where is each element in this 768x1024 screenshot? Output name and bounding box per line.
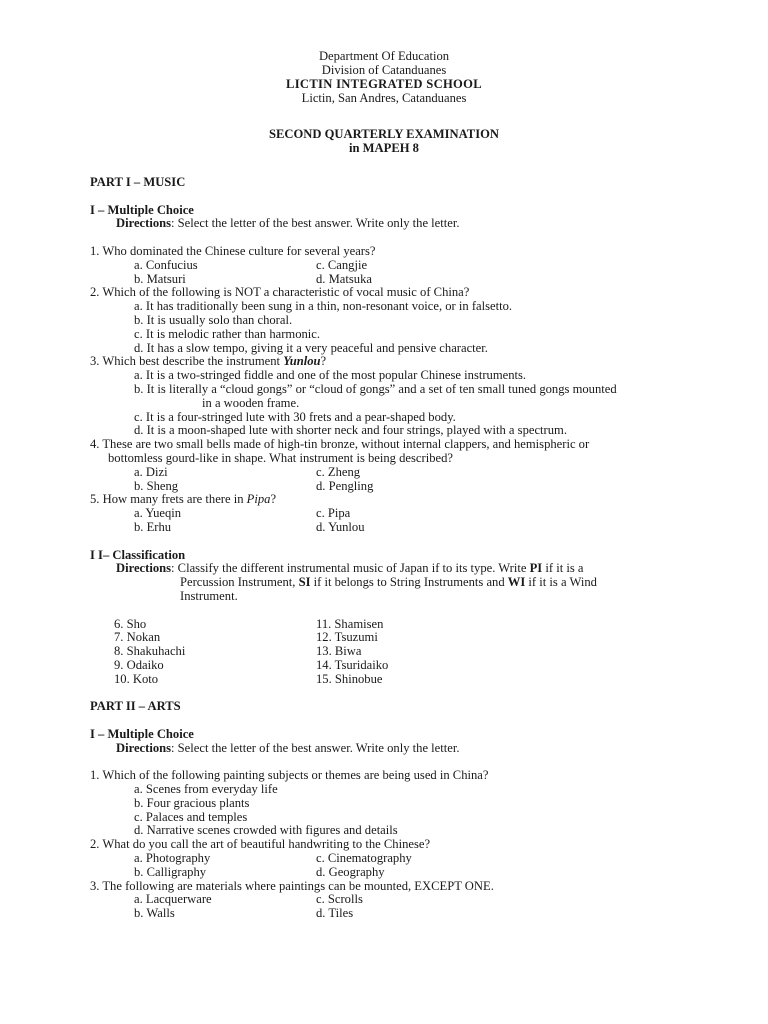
directions-text: Percussion Instrument, (180, 575, 299, 590)
question-mark: ? (320, 354, 327, 369)
directions-text: if it belongs to String Instruments and (310, 575, 508, 590)
question-text: 5. How many frets are there in (90, 492, 247, 507)
options-row (90, 893, 730, 907)
division-name: Division of Catanduanes (321, 63, 447, 77)
options-row (90, 907, 730, 921)
exam-title (0, 127, 768, 155)
option: d. Tiles (316, 906, 354, 921)
option: b. Sheng (134, 478, 179, 493)
classification-item: 6. Sho (114, 616, 147, 631)
option: d. Matsuka (316, 271, 372, 286)
instrument-name: Yunlou (283, 354, 321, 369)
document-header (0, 49, 768, 105)
directions-text: : Classify the different instrumental music of Japan if to its type. Write (171, 561, 530, 576)
option: d. It has a slow tempo, giving it a very peaceful and pensive character. (134, 340, 488, 355)
options-row (90, 507, 730, 521)
part2-mc-heading: I – Multiple Choice (90, 726, 194, 741)
question-mark: ? (270, 492, 277, 507)
question: 3. The following are materials where paintings can be mounted, EXCEPT ONE. (90, 878, 494, 893)
code-pi: PI (529, 561, 543, 576)
option: a. Yueqin (134, 506, 182, 521)
classification-item: 9. Odaiko (114, 657, 164, 672)
department-name: Department Of Education (318, 49, 450, 63)
question-continuation: bottomless gourd-like in shape. What instrument is being described? (108, 450, 453, 465)
option: d. Yunlou (316, 519, 365, 534)
option: c. Zheng (316, 464, 361, 479)
directions-label: Directions (116, 216, 172, 231)
part1-cls-heading: I I– Classification (90, 547, 186, 562)
option: c. Cinematography (316, 851, 412, 866)
classification-item: 15. Shinobue (316, 671, 383, 686)
option: a. Dizi (134, 464, 168, 479)
option: b. Walls (134, 906, 175, 921)
option: c. Palaces and temples (134, 809, 248, 824)
options-row (90, 259, 730, 273)
option: c. It is a four-stringed lute with 30 frets and a pear-shaped body. (134, 409, 456, 424)
option: a. Scenes from everyday life (134, 782, 278, 797)
question: 2. Which of the following is NOT a characteristic of vocal music of China? (90, 285, 470, 300)
question: 1. Which of the following painting subjects or themes are being used in China? (90, 768, 489, 783)
option: b. It is usually solo than choral. (134, 312, 293, 327)
directions-text: : Select the letter of the best answer. Write only the letter. (171, 216, 460, 231)
option: b. Matsuri (134, 271, 186, 286)
option-continuation: in a wooden frame. (202, 395, 300, 410)
option: a. It has traditionally been sung in a thin, non-resonant voice, or in falsetto. (134, 299, 513, 314)
option: d. Narrative scenes crowded with figures and details (134, 823, 398, 838)
option: c. It is melodic rather than harmonic. (134, 326, 321, 341)
options-row (90, 480, 730, 494)
exam-title-line1: SECOND QUARTERLY EXAMINATION (268, 127, 499, 141)
directions-text: if it is a (542, 561, 584, 576)
question (90, 493, 730, 507)
option: c. Pipa (316, 506, 351, 521)
classification-row (90, 631, 730, 645)
question (90, 355, 730, 369)
option: b. It is literally a “cloud gongs” or “cloud of gongs” and a set of ten small tuned gongs mounted (134, 381, 617, 396)
code-si: SI (298, 575, 311, 590)
option: a. Photography (134, 851, 211, 866)
classification-item: 12. Tsuzumi (316, 630, 378, 645)
directions-text: : Select the letter of the best answer. Write only the letter. (171, 740, 460, 755)
directions-label: Directions (116, 561, 172, 576)
option: d. Pengling (316, 478, 374, 493)
exam-content (90, 176, 730, 921)
part2-mc-directions (90, 742, 730, 756)
classification-item: 7. Nokan (114, 630, 161, 645)
options-row (90, 466, 730, 480)
school-address: Lictin, San Andres, Catanduanes (301, 91, 467, 105)
option: d. It is a moon-shaped lute with shorter neck and four strings, played with a spectrum. (134, 423, 567, 438)
part1-heading: PART I – MUSIC (90, 175, 186, 189)
option: d. Geography (316, 864, 385, 879)
option: a. Lacquerware (134, 892, 212, 907)
question-text: 3. Which best describe the instrument (90, 354, 284, 369)
classification-item: 13. Biwa (316, 644, 362, 659)
exam-title-line2: in MAPEH 8 (349, 141, 419, 155)
classification-row (90, 618, 730, 632)
part1-mc-directions (90, 217, 730, 231)
part2-heading: PART II – ARTS (90, 699, 181, 714)
directions-label: Directions (116, 740, 172, 755)
option: b. Erhu (134, 519, 172, 534)
classification-row (90, 673, 730, 687)
classification-item: 8. Shakuhachi (114, 644, 186, 659)
classification-row (90, 645, 730, 659)
options-row (90, 866, 730, 880)
question: 1. Who dominated the Chinese culture for several years? (90, 243, 376, 258)
classification-item: 10. Koto (114, 671, 159, 686)
question: 2. What do you call the art of beautiful handwriting to the Chinese? (90, 837, 431, 852)
option: b. Calligraphy (134, 864, 207, 879)
classification-item: 11. Shamisen (316, 616, 384, 631)
question: 4. These are two small bells made of high-tin bronze, without internal clappers, and hemispheric or (90, 437, 590, 452)
option: c. Scrolls (316, 892, 363, 907)
classification-row (90, 659, 730, 673)
option: a. Confucius (134, 257, 198, 272)
instrument-name: Pipa (246, 492, 271, 507)
option: a. It is a two-stringed fiddle and one of the most popular Chinese instruments. (134, 368, 527, 383)
part1-cls-directions (90, 562, 730, 603)
options-row (90, 273, 730, 287)
option: b. Four gracious plants (134, 795, 250, 810)
options-row (90, 852, 730, 866)
code-wi: WI (507, 575, 526, 590)
school-name: LICTIN INTEGRATED SCHOOL (286, 77, 482, 91)
option: c. Cangjie (316, 257, 368, 272)
directions-text: if it is a Wind (525, 575, 597, 590)
directions-text: Instrument. (180, 588, 238, 603)
classification-items (90, 618, 730, 687)
classification-item: 14. Tsuridaiko (316, 657, 389, 672)
options-row (90, 521, 730, 535)
part1-mc-heading: I – Multiple Choice (90, 202, 194, 217)
